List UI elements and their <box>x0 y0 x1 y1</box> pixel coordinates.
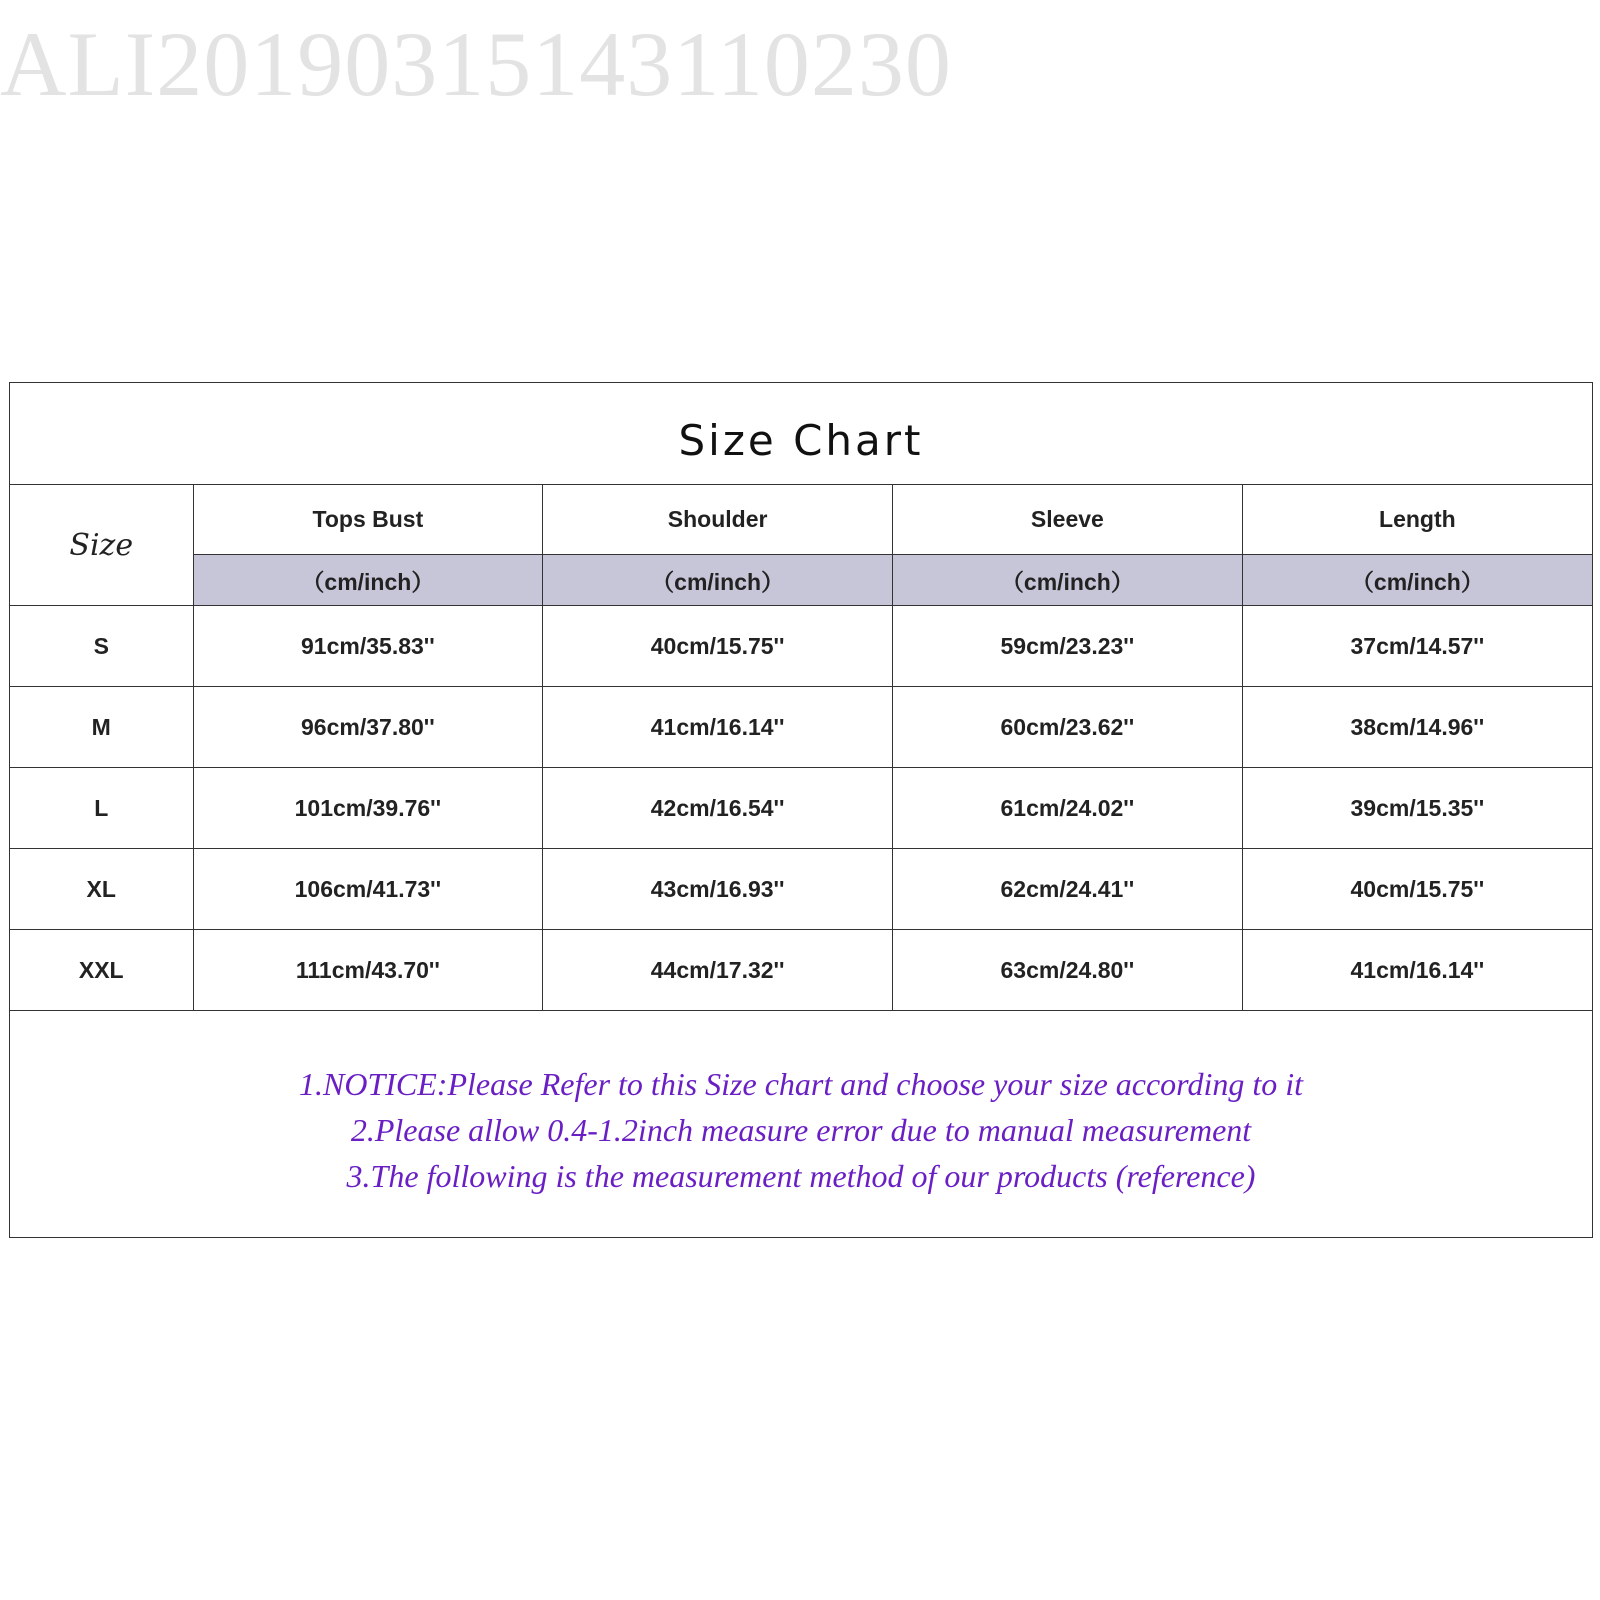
header-row <box>10 485 1592 555</box>
size-table <box>10 485 1592 1011</box>
table-cell: 39cm/15.35'' <box>1242 768 1592 849</box>
size-cell: M <box>10 687 193 768</box>
unit-row <box>10 555 1592 606</box>
unit-label: （cm/inch） <box>893 555 1243 606</box>
column-header-sleeve: Sleeve <box>893 485 1243 555</box>
table-cell: 40cm/15.75'' <box>1242 849 1592 930</box>
notes-section <box>10 1023 1592 1199</box>
table-row <box>10 768 1592 849</box>
column-header-shoulder: Shoulder <box>543 485 893 555</box>
size-cell: XXL <box>10 930 193 1011</box>
table-cell: 38cm/14.96'' <box>1242 687 1592 768</box>
note-line: 2.Please allow 0.4-1.2inch measure error due to manual measurement <box>350 1112 1252 1148</box>
table-cell: 41cm/16.14'' <box>543 687 893 768</box>
watermark-text: ALI20190315143110230 <box>0 13 952 115</box>
table-cell: 91cm/35.83'' <box>193 606 543 687</box>
table-cell: 60cm/23.62'' <box>893 687 1243 768</box>
table-row <box>10 849 1592 930</box>
table-cell: 61cm/24.02'' <box>893 768 1243 849</box>
chart-title: Size Chart <box>10 383 1592 485</box>
table-cell: 111cm/43.70'' <box>193 930 543 1011</box>
unit-label: （cm/inch） <box>1242 555 1592 606</box>
table-cell: 59cm/23.23'' <box>893 606 1243 687</box>
column-header-length: Length <box>1242 485 1592 555</box>
unit-label: （cm/inch） <box>543 555 893 606</box>
unit-label: （cm/inch） <box>193 555 543 606</box>
note-line: 1.NOTICE:Please Refer to this Size chart and choose your size according to it <box>298 1066 1303 1102</box>
table-row <box>10 930 1592 1011</box>
table-cell: 42cm/16.54'' <box>543 768 893 849</box>
size-chart <box>9 382 1593 1238</box>
size-cell: XL <box>10 849 193 930</box>
table-cell: 62cm/24.41'' <box>893 849 1243 930</box>
table-row <box>10 687 1592 768</box>
table-cell: 63cm/24.80'' <box>893 930 1243 1011</box>
column-header-tops-bust: Tops Bust <box>193 485 543 555</box>
table-cell: 44cm/17.32'' <box>543 930 893 1011</box>
table-row <box>10 606 1592 687</box>
size-column-header: Size <box>10 485 193 606</box>
table-cell: 37cm/14.57'' <box>1242 606 1592 687</box>
table-cell: 106cm/41.73'' <box>193 849 543 930</box>
size-cell: S <box>10 606 193 687</box>
table-cell: 96cm/37.80'' <box>193 687 543 768</box>
note-line: 3.The following is the measurement method of our products (reference) <box>346 1158 1256 1194</box>
table-cell: 40cm/15.75'' <box>543 606 893 687</box>
table-cell: 43cm/16.93'' <box>543 849 893 930</box>
size-cell: L <box>10 768 193 849</box>
table-cell: 41cm/16.14'' <box>1242 930 1592 1011</box>
table-cell: 101cm/39.76'' <box>193 768 543 849</box>
